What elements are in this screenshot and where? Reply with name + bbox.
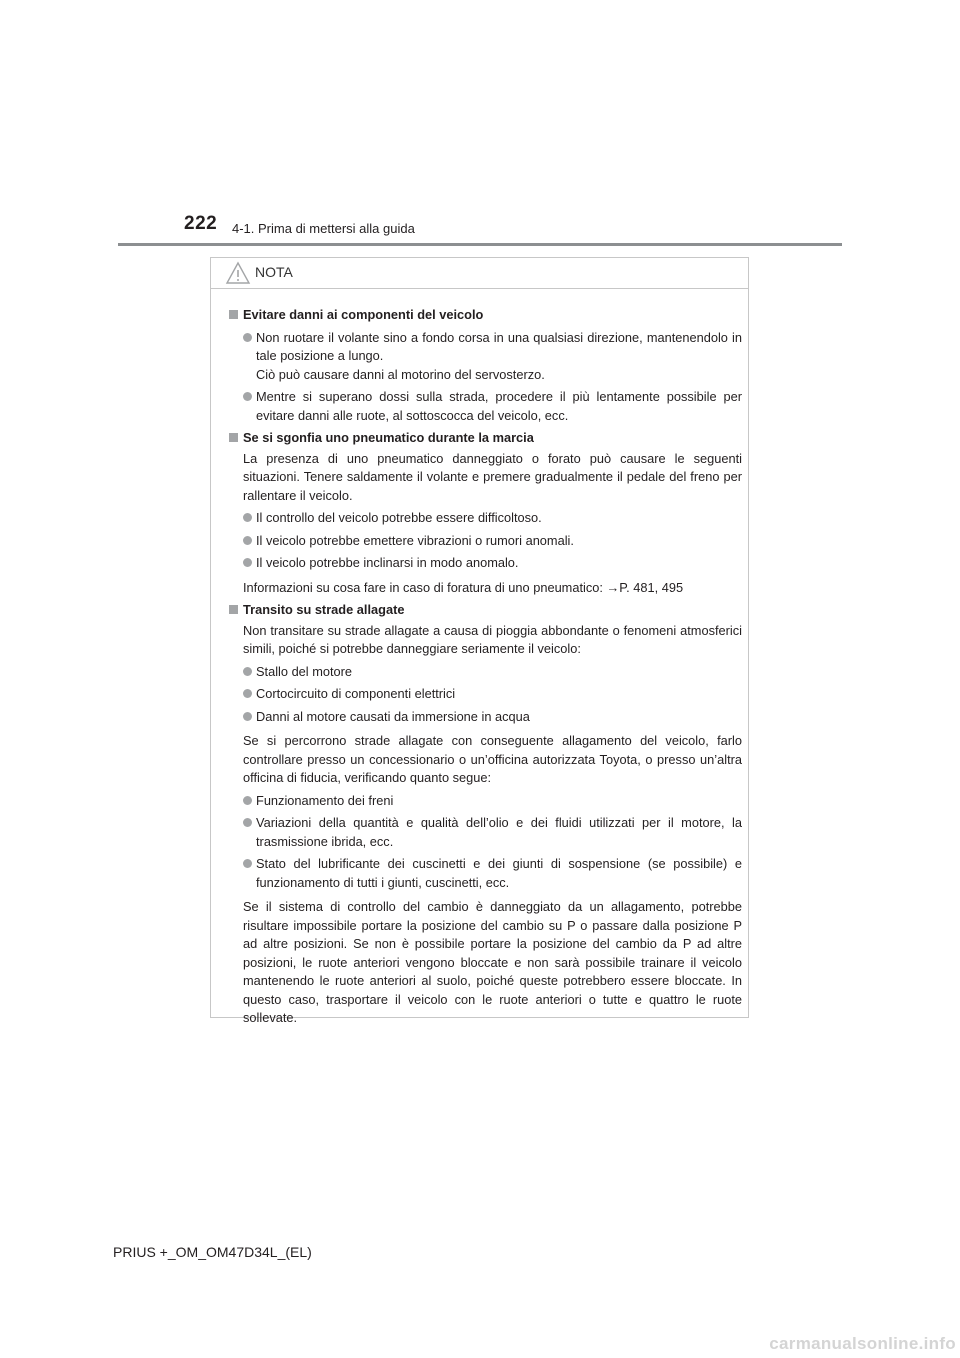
notice-label: NOTA <box>255 264 293 280</box>
section-flat-tire <box>229 429 742 597</box>
circle-bullet-icon <box>243 796 252 805</box>
list-item: Variazioni della quantità e qualità dell’olio e dei fluidi utilizzati per il motore, la trasmissione ibrida, ecc. <box>229 814 742 851</box>
circle-bullet-icon <box>243 712 252 721</box>
circle-bullet-icon <box>243 392 252 401</box>
list-item: Il veicolo potrebbe inclinarsi in modo anomalo. <box>229 554 742 573</box>
list-item: Stato del lubrificante dei cuscinetti e dei giunti di sospensione (se possibile) e funzionamento di tutti i giunti, cuscinetti, ecc. <box>229 855 742 892</box>
page-reference: Informazioni su cosa fare in caso di foratura di uno pneumatico: →P. 481, 495 <box>243 579 684 595</box>
circle-bullet-icon <box>243 818 252 827</box>
circle-bullet-icon <box>243 536 252 545</box>
section-heading: Evitare danni ai componenti del veicolo <box>229 306 742 325</box>
circle-bullet-icon <box>243 859 252 868</box>
circle-bullet-icon <box>243 558 252 567</box>
section-title: 4-1. Prima di mettersi alla guida <box>232 221 415 236</box>
list-item: Cortocircuito di componenti elettrici <box>229 685 742 704</box>
list-item: Danni al motore causati da immersione in acqua <box>229 708 742 727</box>
circle-bullet-icon <box>243 689 252 698</box>
circle-bullet-icon <box>243 513 252 522</box>
section-intro: Non transitare su strade allagate a causa di pioggia abbondante o fenomeni atmosferici simili, poiché si potrebbe danneggiare seriamente il veicolo: <box>243 622 742 656</box>
section-flooded-roads <box>229 601 742 1028</box>
circle-bullet-icon <box>243 333 252 342</box>
document-code: PRIUS +_OM_OM47D34L_(EL) <box>113 1244 312 1260</box>
square-bullet-icon <box>229 433 238 442</box>
warning-triangle-icon <box>225 261 251 285</box>
square-bullet-icon <box>229 310 238 319</box>
section-paragraph: Se il sistema di controllo del cambio è danneggiato da un allagamento, potrebbe risultare impossibile portare la posizione del cambio su P o passare dalla posizione P ad altre posizioni. Se non è possibile portare la posizione del cambio da P ad altre posizioni, le ruote anteriori vengono bloccate e non sarà possibile trainare il veicolo mantenendo le ruote anteriori al suolo, poiché queste potrebbero essere bloccate. In questo caso, trasportare il veicolo con le ruote anteriori o tutte e quattro le ruote sollevate. <box>243 899 742 1025</box>
list-item: Funzionamento dei freni <box>229 792 742 811</box>
list-item: Mentre si superano dossi sulla strada, procedere il più lentamente possibile per evitare danni alle ruote, al sottoscocca del veicolo, ecc. <box>229 388 742 425</box>
section-intro: La presenza di uno pneumatico danneggiato o forato può causare le seguenti situazioni. Tenere saldamente il volante e premere gradualmente il pedale del freno per rallentare il veicolo. <box>243 450 742 503</box>
list-item: Non ruotare il volante sino a fondo corsa in una qualsiasi direzione, mantenendolo in tale posizione a lungo. Ciò può causare danni al motorino del servosterzo. <box>229 329 742 385</box>
notice-header <box>211 258 748 289</box>
list-item: Il controllo del veicolo potrebbe essere difficoltoso. <box>229 509 742 528</box>
notice-body <box>211 289 748 1028</box>
section-damage-prevention <box>229 306 742 425</box>
section-paragraph: Se si percorrono strade allagate con conseguente allagamento del veicolo, farlo controllare presso un concessionario o un’officina autorizzata Toyota, o presso un’altra officina di fiducia, verificando quanto segue: <box>243 733 742 785</box>
section-heading: Se si sgonfia uno pneumatico durante la marcia <box>229 429 742 448</box>
square-bullet-icon <box>229 605 238 614</box>
circle-bullet-icon <box>243 667 252 676</box>
bullet-subtext: Ciò può causare danni al motorino del servosterzo. <box>256 366 545 382</box>
watermark: carmanualsonline.info <box>769 1334 956 1353</box>
section-heading: Transito su strade allagate <box>229 601 742 620</box>
list-item: Stallo del motore <box>229 663 742 682</box>
header-divider <box>118 243 842 246</box>
list-item: Il veicolo potrebbe emettere vibrazioni o rumori anomali. <box>229 532 742 551</box>
page-number: 222 <box>184 213 218 234</box>
notice-box <box>210 257 749 1025</box>
